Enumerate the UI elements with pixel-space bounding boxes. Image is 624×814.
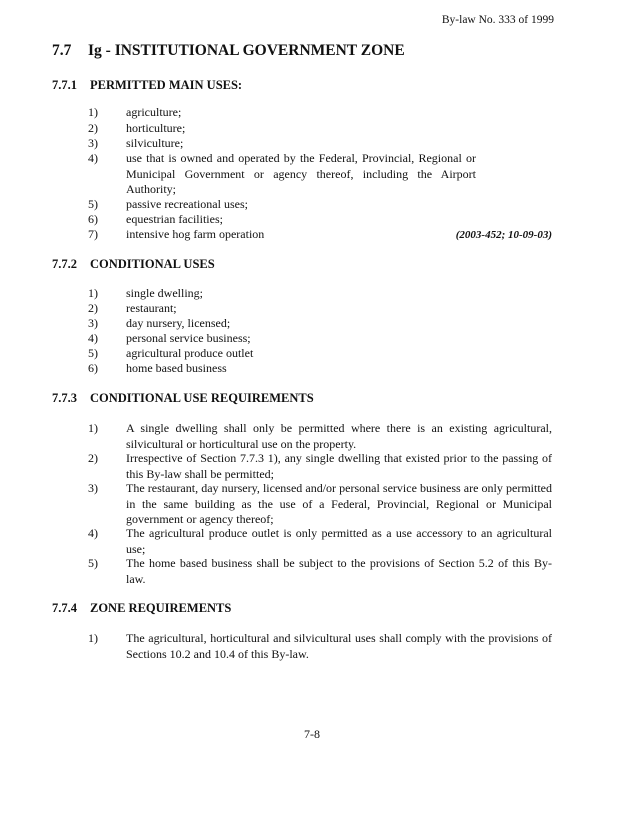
- section-number: 7.7.1: [52, 78, 77, 92]
- amendment-note: (2003-452; 10-09-03): [455, 229, 552, 241]
- item-text: agriculture;: [126, 105, 182, 119]
- item-number: 1): [88, 421, 98, 435]
- item-number: 4): [88, 331, 98, 345]
- item-number: 4): [88, 526, 98, 540]
- section-title: CONDITIONAL USE REQUIREMENTS: [90, 391, 314, 405]
- item-number: 2): [88, 301, 98, 315]
- section-number: 7.7.4: [52, 601, 77, 615]
- item-text: equestrian facilities;: [126, 212, 223, 226]
- section-title: CONDITIONAL USES: [90, 257, 215, 271]
- item-text: single dwelling;: [126, 286, 203, 300]
- item-text: horticulture;: [126, 121, 186, 135]
- item-text: The agricultural, horticultural and silvicultural uses shall comply with the provisions of Sections 10.2 and 10.4 of this By-law.: [126, 631, 552, 661]
- item-text: day nursery, licensed;: [126, 316, 231, 330]
- page-header: By-law No. 333 of 1999: [441, 14, 554, 26]
- section-title: PERMITTED MAIN USES:: [90, 78, 243, 92]
- item-number: 6): [88, 361, 98, 375]
- item-text: use that is owned and operated by the Federal, Provincial, Regional or Municipal Government or agency thereof, including the Airport Authority;: [126, 151, 476, 196]
- item-number: 4): [88, 151, 98, 165]
- section-number: 7.7.3: [52, 391, 77, 405]
- item-number: 5): [88, 556, 98, 570]
- section-number: 7.7.2: [52, 257, 77, 271]
- item-text: The restaurant, day nursery, licensed and/or personal service business are only permitted in the same building as the use of a Federal, Provincial, Regional or Municipal government or agency thereof;: [126, 481, 552, 526]
- item-text: A single dwelling shall only be permitted where there is an existing agricultural, silvicultural or horticultural use on the property.: [126, 421, 552, 451]
- item-number: 6): [88, 212, 98, 226]
- item-text: passive recreational uses;: [126, 197, 248, 211]
- page-number: 7-8: [304, 727, 320, 741]
- item-text: The home based business shall be subject to the provisions of Section 5.2 of this By-law.: [126, 556, 552, 586]
- item-number: 3): [88, 136, 98, 150]
- item-number: 3): [88, 481, 98, 495]
- section-heading-conditional-uses: [52, 257, 215, 272]
- item-text: agricultural produce outlet: [126, 346, 254, 360]
- item-text: restaurant;: [126, 301, 177, 315]
- item-number: 1): [88, 631, 98, 645]
- item-number: 3): [88, 316, 98, 330]
- item-number: 5): [88, 346, 98, 360]
- zone-heading-title: Ig - INSTITUTIONAL GOVERNMENT ZONE: [88, 42, 405, 59]
- item-number: 2): [88, 121, 98, 135]
- item-number: 1): [88, 105, 98, 119]
- item-text: personal service business;: [126, 331, 251, 345]
- section-heading-permitted-uses: [52, 78, 242, 93]
- section-heading-zone-requirements: [52, 601, 231, 616]
- item-number: 5): [88, 197, 98, 211]
- section-heading-conditional-use-requirements: [52, 391, 314, 406]
- item-text: intensive hog farm operation: [126, 227, 265, 241]
- item-number: 1): [88, 286, 98, 300]
- item-text: home based business: [126, 361, 227, 375]
- item-number: 7): [88, 227, 98, 241]
- zone-heading: [52, 42, 405, 60]
- item-text: silviculture;: [126, 136, 184, 150]
- item-text: Irrespective of Section 7.7.3 1), any single dwelling that existed prior to the passing of this By-law shall be permitted;: [126, 451, 552, 481]
- item-text: The agricultural produce outlet is only permitted as a use accessory to an agricultural use;: [126, 526, 552, 556]
- section-title: ZONE REQUIREMENTS: [90, 601, 232, 615]
- item-number: 2): [88, 451, 98, 465]
- zone-heading-number: 7.7: [52, 42, 72, 59]
